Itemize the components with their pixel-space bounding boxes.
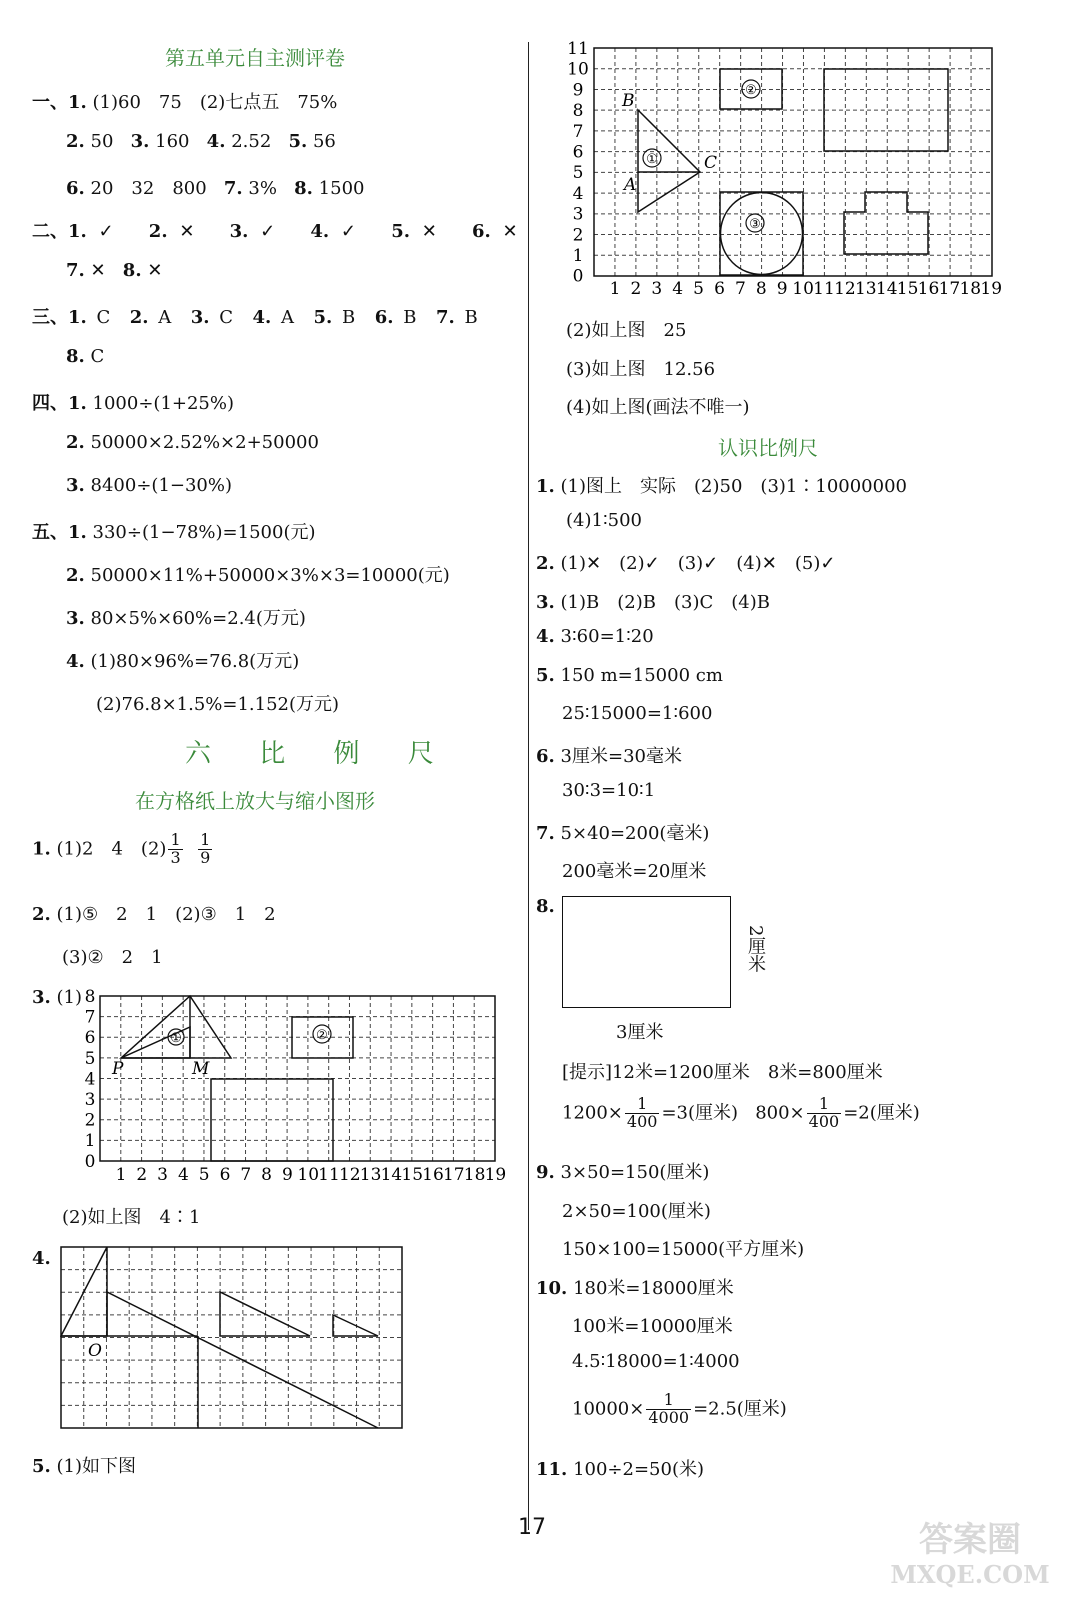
point-b-label: B — [622, 91, 635, 111]
q8-frac-b-num: 1 — [807, 1096, 842, 1114]
q9-line2: 2×50=100(厘米) — [562, 1201, 711, 1222]
r-x-tick: 15 — [896, 279, 919, 299]
a3-x-tick: 3 — [157, 1165, 169, 1185]
a3-y-tick: 2 — [84, 1110, 96, 1131]
s1-q3: 3. — [130, 131, 150, 152]
a3-x-tick: 18 — [463, 1165, 486, 1185]
r-y-tick: 4 — [572, 183, 584, 204]
s5-line4 — [66, 647, 299, 673]
s4-line1 — [32, 389, 234, 415]
q8-calc-b-res: =2(厘米) — [843, 1102, 920, 1124]
s1-line1 — [32, 88, 337, 114]
unit6-title: 六 比 例 尺 — [185, 739, 454, 769]
a3-num: 3. — [32, 987, 51, 1008]
s4-line2 — [66, 432, 319, 453]
q8-calc-b: 800× — [755, 1102, 805, 1124]
s2-a3: ✓ — [260, 221, 276, 242]
s3-a3: C — [219, 307, 234, 328]
a3-x-tick: 15 — [401, 1165, 424, 1185]
q7-line2: 200毫米=20厘米 — [562, 861, 707, 882]
watermark-bottom: MXQE.COM — [890, 1560, 1050, 1589]
a3-x-tick: 9 — [281, 1165, 293, 1185]
q6-line2: 30∶3=10∶1 — [562, 780, 656, 801]
a1-frac1-num: 1 — [170, 830, 181, 849]
s5-q1: 1. — [68, 522, 87, 543]
shape-2-label: ② — [316, 1028, 328, 1043]
q8-bottom-label: 3厘米 — [616, 1022, 664, 1043]
s2-n6: 6. — [471, 221, 491, 242]
r-y-tick: 1 — [572, 246, 584, 266]
q10-frac — [646, 1392, 691, 1427]
a3-x-tick: 7 — [240, 1165, 252, 1185]
a3-x-tick: 12 — [338, 1165, 361, 1185]
s3-a6: B — [403, 307, 417, 328]
r-y-tick: 7 — [572, 121, 584, 142]
s3-a2: A — [158, 307, 172, 328]
a3-x-tick: 11 — [318, 1165, 340, 1185]
s1-q7-text: 3% — [248, 178, 277, 199]
s5-line3 — [66, 604, 306, 630]
watermark-top: 答案圈 — [919, 1520, 1021, 1560]
a3-x-tick: 2 — [136, 1165, 148, 1185]
r-x-tick: 16 — [917, 279, 940, 299]
a3-x-tick: 16 — [422, 1165, 444, 1185]
s4-label: 四、 — [32, 393, 68, 414]
s3-a8: C — [90, 346, 105, 367]
s4-q1-text: 1000÷(1+25%) — [92, 393, 235, 414]
q10-num: 10. — [536, 1278, 568, 1299]
q8-frac-a — [625, 1096, 660, 1131]
a3-x-tick: 17 — [442, 1165, 465, 1185]
q3-num: 3. — [536, 592, 555, 613]
q1-line2: (4)1∶500 — [566, 510, 642, 531]
q7-num: 7. — [536, 823, 555, 844]
a4-grid-figure — [60, 1246, 410, 1432]
s4-q2: 2. — [66, 432, 85, 453]
r-x-tick: 11 — [813, 279, 835, 299]
q8-num: 8. — [536, 896, 555, 917]
s5-line5: (2)76.8×1.5%=1.152(万元) — [96, 694, 340, 715]
a4-triangle-mid — [220, 1292, 310, 1336]
r-y-tick: 2 — [572, 225, 584, 246]
s1-q1: 1. — [68, 92, 87, 113]
a3-x-tick: 5 — [198, 1165, 210, 1185]
s2-line1 — [32, 217, 518, 243]
a1-line — [32, 832, 214, 867]
q6-line — [536, 742, 682, 768]
r-x-tick: 6 — [714, 279, 725, 299]
s3-n2: 2. — [129, 307, 149, 328]
s1-q5: 5. — [288, 131, 308, 152]
q6-text: 3厘米=30毫米 — [560, 746, 682, 767]
a2-line2: (3)② 2 1 — [62, 947, 163, 968]
q3-text: (1)B (2)B (3)C (4)B — [560, 592, 770, 613]
s1-q8: 8. — [294, 178, 313, 199]
a4-grid-lines — [61, 1247, 402, 1428]
r-y-labels — [567, 40, 589, 287]
a2-num: 2. — [32, 904, 51, 925]
s3-a4: A — [281, 307, 295, 328]
r-x-tick: 13 — [854, 279, 877, 299]
a5-num: 5. — [32, 1456, 51, 1477]
r-y-tick: 5 — [572, 163, 584, 184]
q10-frac-num: 1 — [646, 1392, 691, 1410]
shape-1-label: ① — [170, 1031, 182, 1046]
r-x-tick: 8 — [755, 279, 767, 299]
q8-frac-a-den: 400 — [626, 1111, 658, 1131]
s1-q5-text: 56 — [312, 131, 336, 152]
a5-text: (1)如下图 — [56, 1456, 137, 1477]
r3-line: (3)如上图 12.56 — [566, 359, 716, 380]
shape-1-triangle-large — [121, 996, 231, 1058]
q3-line — [536, 588, 770, 614]
s2-line2 — [66, 260, 162, 281]
q2-text: (1)✕ (2)✓ (3)✓ (4)✕ (5)✓ — [560, 553, 836, 574]
a1-frac2 — [198, 832, 212, 867]
a3-y-tick: 5 — [84, 1048, 96, 1069]
q8-line — [536, 896, 555, 917]
point-p-label: P — [112, 1059, 124, 1079]
s3-label: 三、 — [32, 307, 68, 328]
s3-n1: 1. — [68, 307, 87, 328]
a1-text: (1)2 4 (2) — [56, 838, 167, 860]
q2-num: 2. — [536, 553, 555, 574]
unit5-title: 第五单元自主测评卷 — [165, 46, 345, 70]
a1-frac1-den: 3 — [170, 847, 181, 867]
point-a-label: A — [624, 175, 637, 195]
a3-y-tick: 7 — [84, 1007, 96, 1028]
s5-q2-text: 50000×11%+50000×3%×3=10000(元) — [90, 565, 450, 586]
q4-text: 3∶60=1∶20 — [560, 626, 654, 647]
q10-text: 180米=18000厘米 — [573, 1278, 734, 1299]
a3-sub: (1) — [56, 987, 83, 1008]
a1-num: 1. — [32, 838, 51, 860]
r4-line: (4)如上图(画法不唯一) — [566, 397, 750, 418]
s3-n6: 6. — [374, 307, 394, 328]
q8-rectangle — [562, 896, 731, 1008]
a1-frac2-den: 9 — [200, 847, 211, 867]
r2-line: (2)如上图 25 — [566, 320, 687, 341]
a3-grid-figure — [80, 984, 510, 1186]
s1-q1-text: (1)60 75 (2)七点五 75% — [92, 92, 338, 113]
a3-line2: (2)如上图 4∶1 — [62, 1207, 201, 1228]
a3-x-tick: 1 — [115, 1165, 127, 1185]
s2-a1: ✓ — [98, 221, 114, 242]
a2-text: (1)⑤ 2 1 (2)③ 1 2 — [56, 904, 276, 925]
r-y-tick: 3 — [572, 204, 584, 225]
r-x-tick: 7 — [734, 279, 746, 299]
a1-frac2-num: 1 — [200, 830, 211, 849]
a3-y-tick: 3 — [84, 1090, 96, 1110]
s5-q4: 4. — [66, 651, 85, 672]
q8-frac-b — [807, 1096, 842, 1131]
r-x-tick: 12 — [834, 279, 856, 299]
r-x-tick: 18 — [959, 279, 982, 299]
a3-y-tick: 8 — [84, 987, 96, 1007]
s2-n3: 3. — [229, 221, 249, 242]
a3-line — [32, 987, 82, 1008]
q11-line — [536, 1455, 704, 1481]
s3-n4: 4. — [252, 307, 272, 328]
s1-label: 一、 — [32, 92, 68, 113]
r-x-tick: 19 — [980, 279, 1003, 299]
r-cross-shape — [844, 192, 928, 254]
s3-n5: 5. — [313, 307, 333, 328]
s1-line3 — [66, 174, 364, 200]
s2-n5: 5. — [391, 221, 410, 242]
a3-x-tick: 13 — [359, 1165, 382, 1185]
q5-num: 5. — [536, 665, 555, 686]
s3-n8: 8. — [66, 346, 85, 367]
s3-n7: 7. — [435, 307, 455, 328]
q10-line3: 4.5∶18000=1∶4000 — [572, 1351, 740, 1372]
a3-y-tick: 6 — [84, 1028, 96, 1049]
s3-a7: B — [464, 307, 478, 328]
page-number: 17 — [518, 1515, 546, 1540]
q8-frac-b-den: 400 — [808, 1111, 840, 1131]
r-y-tick: 0 — [572, 266, 584, 287]
s1-q2-text: 50 — [90, 131, 114, 152]
a3-y-tick: 4 — [84, 1069, 96, 1090]
s2-a7: ✕ — [90, 260, 106, 281]
q1-text: (1)图上 实际 (2)50 (3)1∶10000000 — [560, 476, 907, 497]
s2-a5: ✕ — [421, 221, 437, 242]
q9-num: 9. — [536, 1162, 555, 1183]
a3-x-tick: 8 — [261, 1165, 273, 1185]
s2-label: 二、 — [32, 221, 68, 242]
r-y-tick: 11 — [567, 40, 589, 59]
q10-line — [536, 1274, 734, 1300]
s4-line3 — [66, 475, 232, 496]
q8-frac-a-num: 1 — [625, 1096, 660, 1114]
s5-label: 五、 — [32, 522, 68, 543]
q8-hint: [提示]12米=1200厘米 8米=800厘米 — [562, 1062, 883, 1083]
q6-num: 6. — [536, 746, 555, 767]
r-x-tick: 17 — [938, 279, 961, 299]
r-x-tick: 2 — [630, 279, 642, 299]
point-o-label: O — [88, 1341, 102, 1361]
r-shape-3-label: ③ — [749, 217, 761, 232]
s2-a4: ✓ — [340, 221, 357, 242]
s5-line2 — [66, 561, 450, 587]
r-x-tick: 14 — [875, 279, 898, 299]
q10-calc — [572, 1392, 787, 1427]
a3-x-tick: 10 — [297, 1165, 320, 1185]
r-x-tick: 10 — [792, 279, 814, 299]
a4-num-line — [32, 1248, 51, 1269]
q10-frac-den: 4000 — [648, 1407, 690, 1427]
a3-y-labels — [85, 987, 96, 1172]
q1-line — [536, 472, 907, 498]
r-y-tick: 9 — [572, 80, 584, 101]
q8-calc-a-res: =3(厘米) — [661, 1102, 739, 1124]
s1-q6: 6. — [66, 178, 85, 199]
point-m-label: M — [192, 1059, 210, 1079]
q5-line2: 25∶15000=1∶600 — [562, 703, 713, 724]
r-grid-figure — [562, 40, 1012, 300]
s1-q3-text: 160 — [155, 131, 190, 152]
a4-triangle-original — [61, 1247, 107, 1336]
s4-q1: 1. — [68, 393, 87, 414]
q9-text: 3×50=150(厘米) — [560, 1162, 710, 1183]
s2-n7: 7. — [66, 260, 85, 281]
s5-q4-text: (1)80×96%=76.8(万元) — [90, 651, 300, 672]
s1-q2: 2. — [66, 131, 85, 152]
column-divider — [528, 42, 529, 1530]
s4-q2-text: 50000×2.52%×2+50000 — [90, 432, 319, 453]
a4-triangle-small — [333, 1315, 378, 1336]
q7-text: 5×40=200(毫米) — [560, 823, 710, 844]
r-x-tick: 3 — [651, 279, 663, 299]
r-x-labels — [610, 279, 1002, 299]
s5-q2: 2. — [66, 565, 85, 586]
q5-text: 150 m=15000 cm — [560, 665, 723, 686]
s5-q3-text: 80×5%×60%=2.4(万元) — [90, 608, 306, 629]
s2-a2: ✕ — [179, 221, 195, 242]
a3-x-tick: 4 — [177, 1165, 189, 1185]
s4-q3-text: 8400÷(1−30%) — [90, 475, 233, 496]
q2-line — [536, 549, 835, 575]
q5-line — [536, 665, 723, 686]
a5-line — [32, 1452, 136, 1478]
q4-line — [536, 626, 654, 647]
r-y-tick: 8 — [572, 101, 584, 122]
s2-a6: ✕ — [502, 221, 518, 242]
sub2-title: 认识比例尺 — [718, 436, 818, 460]
s3-a1: C — [96, 307, 111, 328]
s1-q7: 7. — [223, 178, 243, 199]
watermark-logo — [875, 1515, 1065, 1590]
a3-y-tick: 0 — [84, 1151, 96, 1172]
q4-num: 4. — [536, 626, 555, 647]
s5-q3: 3. — [66, 608, 85, 629]
s3-n3: 3. — [190, 307, 210, 328]
s2-n1: 1. — [68, 221, 87, 242]
r-x-tick: 9 — [776, 279, 788, 299]
s1-q6-text: 20 32 800 — [90, 178, 207, 199]
s5-line1 — [32, 518, 316, 544]
q11-text: 100÷2=50(米) — [573, 1459, 704, 1480]
q1-num: 1. — [536, 476, 555, 497]
q10-calc-a: 10000× — [572, 1398, 645, 1420]
s3-line1 — [32, 303, 478, 329]
q8-calc-a: 1200× — [562, 1102, 623, 1124]
s1-q8-text: 1500 — [318, 178, 365, 199]
s1-q4: 4. — [206, 131, 226, 152]
a1-frac1 — [168, 832, 182, 867]
s1-line2 — [66, 131, 336, 152]
a3-x-tick: 14 — [380, 1165, 403, 1185]
q11-num: 11. — [536, 1459, 568, 1480]
r-y-tick: 6 — [572, 142, 584, 163]
s2-n2: 2. — [148, 221, 168, 242]
r-shape-2-label: ② — [745, 83, 757, 98]
q10-line2: 100米=10000厘米 — [572, 1316, 733, 1337]
a3-x-labels — [116, 1165, 507, 1185]
r-y-tick: 10 — [567, 59, 589, 80]
r-x-tick: 4 — [672, 279, 684, 299]
q8-calc — [562, 1096, 920, 1131]
r-x-tick: 5 — [693, 279, 705, 299]
q8-side-label: 2厘米 — [745, 925, 766, 973]
a3-y-tick: 1 — [84, 1131, 96, 1152]
s2-n4: 4. — [310, 221, 330, 242]
q7-line — [536, 819, 709, 845]
q10-calc-res: =2.5(厘米) — [693, 1398, 787, 1420]
r-x-tick: 1 — [609, 279, 621, 299]
s5-q1-text: 330÷(1−78%)=1500(元) — [92, 522, 316, 543]
q9-line — [536, 1158, 709, 1184]
a4-num: 4. — [32, 1248, 51, 1269]
s3-a5: B — [342, 307, 356, 328]
s3-line2 — [66, 346, 104, 367]
point-c-label: C — [704, 153, 718, 173]
q9-line3: 150×100=15000(平方厘米) — [562, 1239, 805, 1260]
s1-q4-text: 2.52 — [231, 131, 272, 152]
s4-q3: 3. — [66, 475, 85, 496]
a3-x-tick: 19 — [484, 1165, 507, 1185]
s2-n8: 8. — [122, 260, 142, 281]
sub1-title: 在方格纸上放大与缩小图形 — [135, 789, 375, 813]
a2-line1 — [32, 900, 276, 926]
r-shape-1-label: ① — [646, 152, 658, 167]
s2-a8: ✕ — [147, 260, 163, 281]
a3-x-tick: 6 — [219, 1165, 231, 1185]
